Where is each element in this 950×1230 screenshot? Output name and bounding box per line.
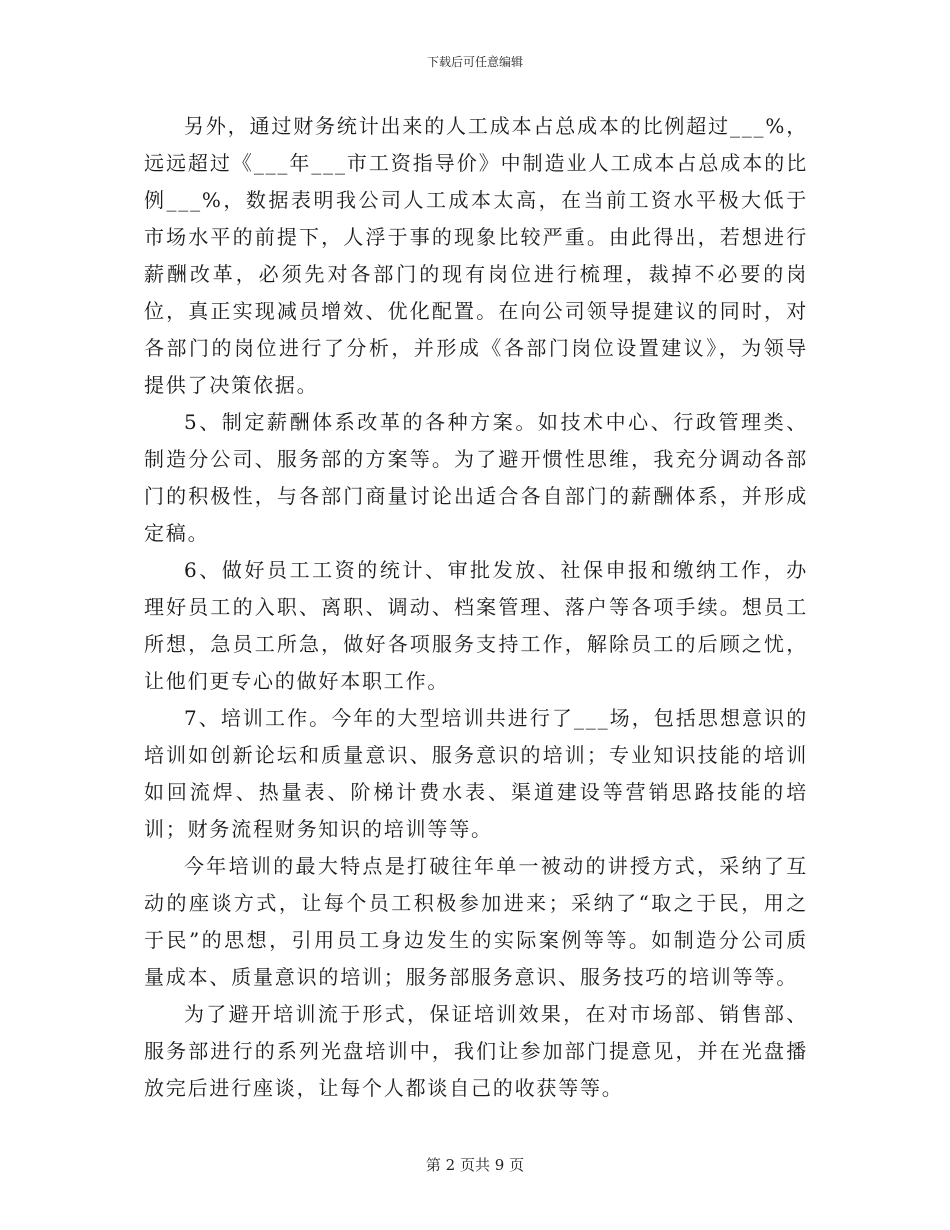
paragraph-training-features: 今年培训的最大特点是打破往年单一被动的讲授方式，采纳了互动的座谈方式，让每个员工积极参加进来；采纳了“取之于民，用之于民”的思想，引用员工身边发生的实际案例等等。如制造分公司质量成本、质量意识的培训；服务部服务意识、服务技巧的培训等等。 — [144, 854, 808, 989]
paragraph-item-6: 6、做好员工工资的统计、审批发放、社保申报和缴纳工作，办理好员工的入职、离职、调动、档案管理、落户等各项手续。想员工所想，急员工所急，做好各项服务支持工作，解除员工的后顾之忧，让他们更专心的做好本职工作。 — [144, 558, 808, 693]
paragraph-training-effect: 为了避开培训流于形式，保证培训效果，在对市场部、销售部、服务部进行的系列光盘培训中，我们让参加部门提意见，并在光盘播放完后进行座谈，让每个人都谈自己的收获等等。 — [144, 1002, 808, 1100]
paragraph-cost-analysis: 另外，通过财务统计出来的人工成本占总成本的比例超过___%，远远超过《___年___市工资指导价》中制造业人工成本占总成本的比例___%，数据表明我公司人工成本太高，在当前工资水平极大低于市场水平的前提下，人浮于事的现象比较严重。由此得出，若想进行薪酬改革，必须先对各部门的现有岗位进行梳理，裁掉不必要的岗位，真正实现减员增效、优化配置。在向公司领导提建议的同时，对各部门的岗位进行了分析，并形成《各部门岗位设置建议》，为领导提供了决策依据。 — [144, 114, 808, 397]
page-header: 下载后可任意编辑 — [426, 55, 523, 69]
paragraph-item-7: 7、培训工作。今年的大型培训共进行了___场，包括思想意识的培训如创新论坛和质量意识、服务意识的培训；专业知识技能的培训如回流焊、热量表、阶梯计费水表、渠道建设等营销思路技能的培训；财务流程财务知识的培训等等。 — [144, 706, 808, 841]
paragraph-item-5: 5、制定薪酬体系改革的各种方案。如技术中心、行政管理类、制造分公司、服务部的方案等。为了避开惯性思维，我充分调动各部门的积极性，与各部门商量讨论出适合各自部门的薪酬体系，并形成定稿。 — [144, 410, 808, 545]
page-number: 第 2 页共 9 页 — [425, 1156, 525, 1174]
document-body — [144, 108, 808, 1107]
